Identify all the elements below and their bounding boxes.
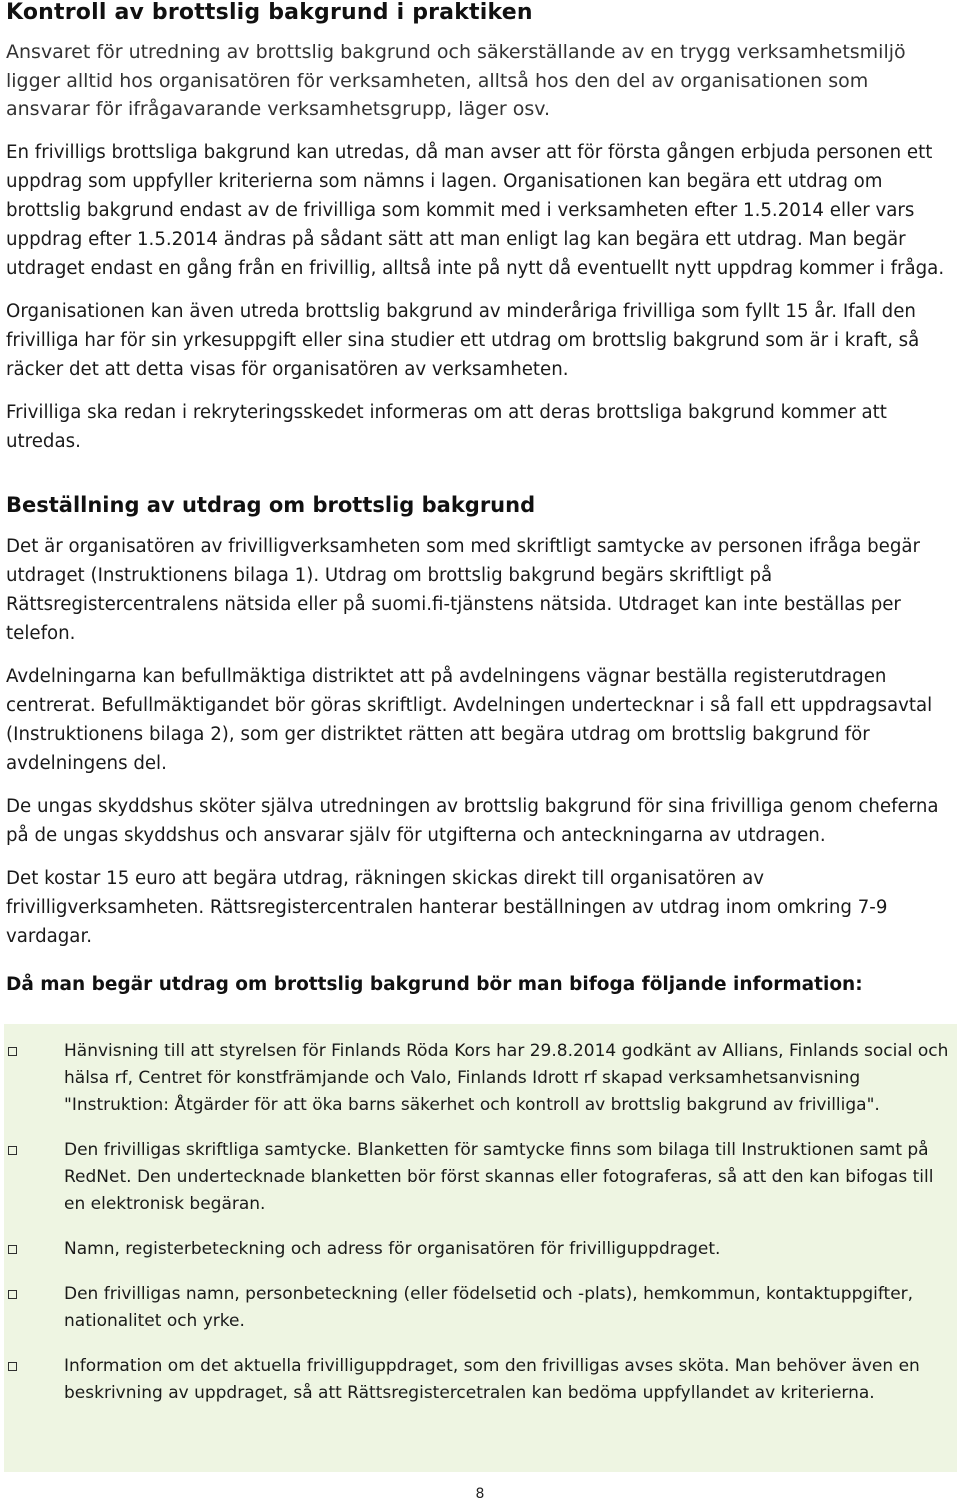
list-item-text: Den frivilligas skriftliga samtycke. Blanketten för samtycke finns som bilaga till Instruktionen samt på RedNet. Den undertecknade blanketten bör först skannas eller fotograferas, så att den kan bifogas till en elektronisk begäran. (64, 1140, 934, 1214)
square-bullet-icon (8, 1146, 17, 1155)
attachments-heading: Då man begär utdrag om brottslig bakgrund bör man bifoga följande information: (6, 973, 863, 995)
section2-paragraph-1: Det är organisatören av frivilligverksamheten som med skriftligt samtycke av personen ifråga begär utdraget (Instruktionens bilaga 1). Utdrag om brottslig bakgrund begärs skriftligt på Rättsregistercentralens nätsida eller på suomi.fi-tjänstens nätsida. Utdraget kan inte beställas per telefon. (6, 535, 921, 644)
ingress-paragraph: Ansvaret för utredning av brottslig bakgrund och säkerställande av en trygg verksamhetsmiljö ligger alltid hos organisatören för verksamheten, alltså hos den del av organisationen som ansvarar för ifrågavarande verksamhetsgrupp, läger osv. (6, 41, 906, 120)
list-item-text: Hänvisning till att styrelsen för Finlands Röda Kors har 29.8.2014 godkänt av Allians, Finlands social och hälsa rf, Centret för konstfrämjande och Valo, Finlands Idrott rf skapad verksamhetsanvisning "Instruktion: Åtgärder för att öka barns säkerhet och kontroll av brottslig bakgrund av frivilliga". (64, 1041, 949, 1115)
square-bullet-icon (8, 1047, 17, 1056)
page-number: 8 (475, 1486, 485, 1502)
page-title: Kontroll av brottslig bakgrund i praktiken (6, 0, 533, 25)
section1-paragraph-2: Organisationen kan även utreda brottslig bakgrund av minderåriga frivilliga som fyllt 15 år. Ifall den frivilliga har för sin yrkesuppgift eller sina studier ett utdrag om brottslig bakgrund som är i kraft, så räcker det att detta visas för organisatören av verksamheten. (6, 300, 920, 380)
square-bullet-icon (8, 1362, 17, 1371)
list-item (0, 1353, 950, 1407)
section2-paragraph-2: Avdelningarna kan befullmäktiga distriktet att på avdelningens vägnar beställa registerutdragen centrerat. Befullmäktigandet bör göras skriftligt. Avdelningen undertecknar i så fall ett uppdragsavtal (Instruktionens bilaga 2), som ger distriktet rätten att begära utdrag om brottslig bakgrund för avdelningens del. (6, 665, 933, 774)
section2-paragraph-4: Det kostar 15 euro att begära utdrag, räkningen skickas direkt till organisatören av frivilligverksamheten. Rättsregistercentralen hanterar beställningen av utdrag inom omkring 7-9 vardagar. (6, 867, 888, 947)
list-item-text: Den frivilligas namn, personbeteckning (eller födelsetid och -plats), hemkommun, kontaktuppgifter, nationalitet och yrke. (64, 1284, 914, 1331)
list-item (0, 1281, 950, 1335)
section2-paragraph-3: De ungas skyddshus sköter själva utredningen av brottslig bakgrund för sina frivilliga genom cheferna på de ungas skyddshus och ansvarar själv för utgifterna och anteckningarna av utdragen. (6, 795, 939, 846)
section2-heading: Beställning av utdrag om brottslig bakgrund (6, 492, 536, 517)
square-bullet-icon (8, 1245, 17, 1254)
square-bullet-icon (8, 1290, 17, 1299)
list-item (0, 1236, 950, 1263)
section1-paragraph-1: En frivilligs brottsliga bakgrund kan utredas, då man avser att för första gången erbjuda personen ett uppdrag som uppfyller kriterierna som nämns i lagen. Organisationen kan begära ett utdrag om brottslig bakgrund endast av de frivilliga som kommit med i verksamheten efter 1.5.2014 eller vars uppdrag efter 1.5.2014 ändras på sådant sätt att man enligt lag kan begära ett utdrag. Man begär utdraget endast en gång från en frivillig, alltså inte på nytt då eventuellt nytt uppdrag kommer i fråga. (6, 141, 945, 279)
list-item-text: Namn, registerbeteckning och adress för organisatören för frivilliguppdraget. (64, 1239, 721, 1259)
list-item (0, 1137, 950, 1218)
section1-paragraph-3: Frivilliga ska redan i rekryteringsskedet informeras om att deras brottsliga bakgrund kommer att utredas. (6, 401, 887, 452)
list-item-text: Information om det aktuella frivilliguppdraget, som den frivilligas avses sköta. Man behöver även en beskrivning av uppdraget, så att Rättsregistercetralen kan bedöma uppfyllandet av kriterierna. (64, 1356, 920, 1403)
page-content (6, 0, 950, 997)
attachments-list (0, 1038, 950, 1425)
list-item (0, 1038, 950, 1119)
